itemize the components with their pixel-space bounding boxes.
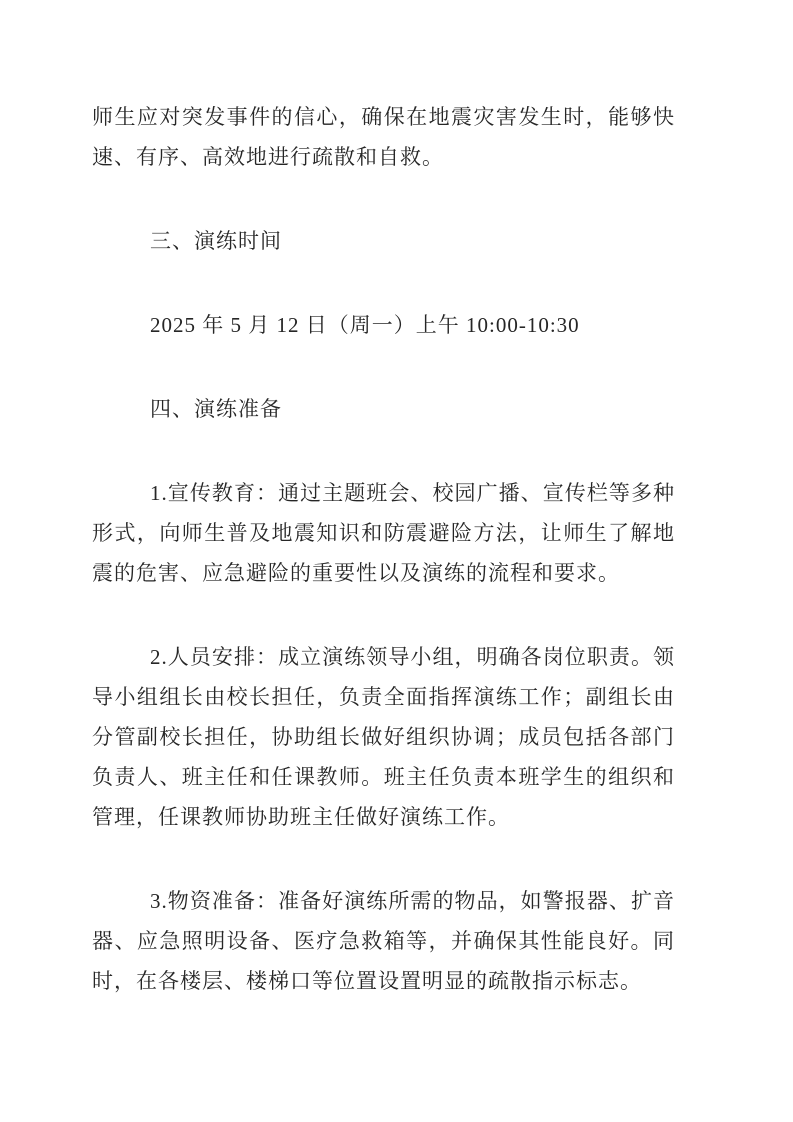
paragraph-drill-datetime: 2025 年 5 月 12 日（周一）上午 10:00-10:30 [150, 313, 580, 337]
paragraph-drill-purpose-continuation: 师生应对突发事件的信心，确保在地震灾害发生时，能够快速、有序、高效地进行疏散和自救。 [92, 105, 675, 169]
paragraph-prep-publicity-education: 1.宣传教育：通过主题班会、校园广播、宣传栏等多种形式，向师生普及地震知识和防震避险方法，让师生了解地震的危害、应急避险的重要性以及演练的流程和要求。 [92, 481, 675, 585]
section-heading-drill-preparation: 四、演练准备 [150, 397, 282, 421]
paragraph-prep-personnel-arrangement: 2.人员安排：成立演练领导小组，明确各岗位职责。领导小组组长由校长担任，负责全面指挥演练工作；副组长由分管副校长担任，协助组长做好组织协调；成员包括各部门负责人、班主任和任课教师。班主任负责本班学生的组织和管理，任课教师协助班主任做好演练工作。 [92, 645, 675, 829]
paragraph-prep-material-preparation: 3.物资准备：准备好演练所需的物品，如警报器、扩音器、应急照明设备、医疗急救箱等，并确保其性能良好。同时，在各楼层、楼梯口等位置设置明显的疏散指示标志。 [92, 889, 675, 993]
section-heading-drill-time: 三、演练时间 [150, 229, 282, 253]
